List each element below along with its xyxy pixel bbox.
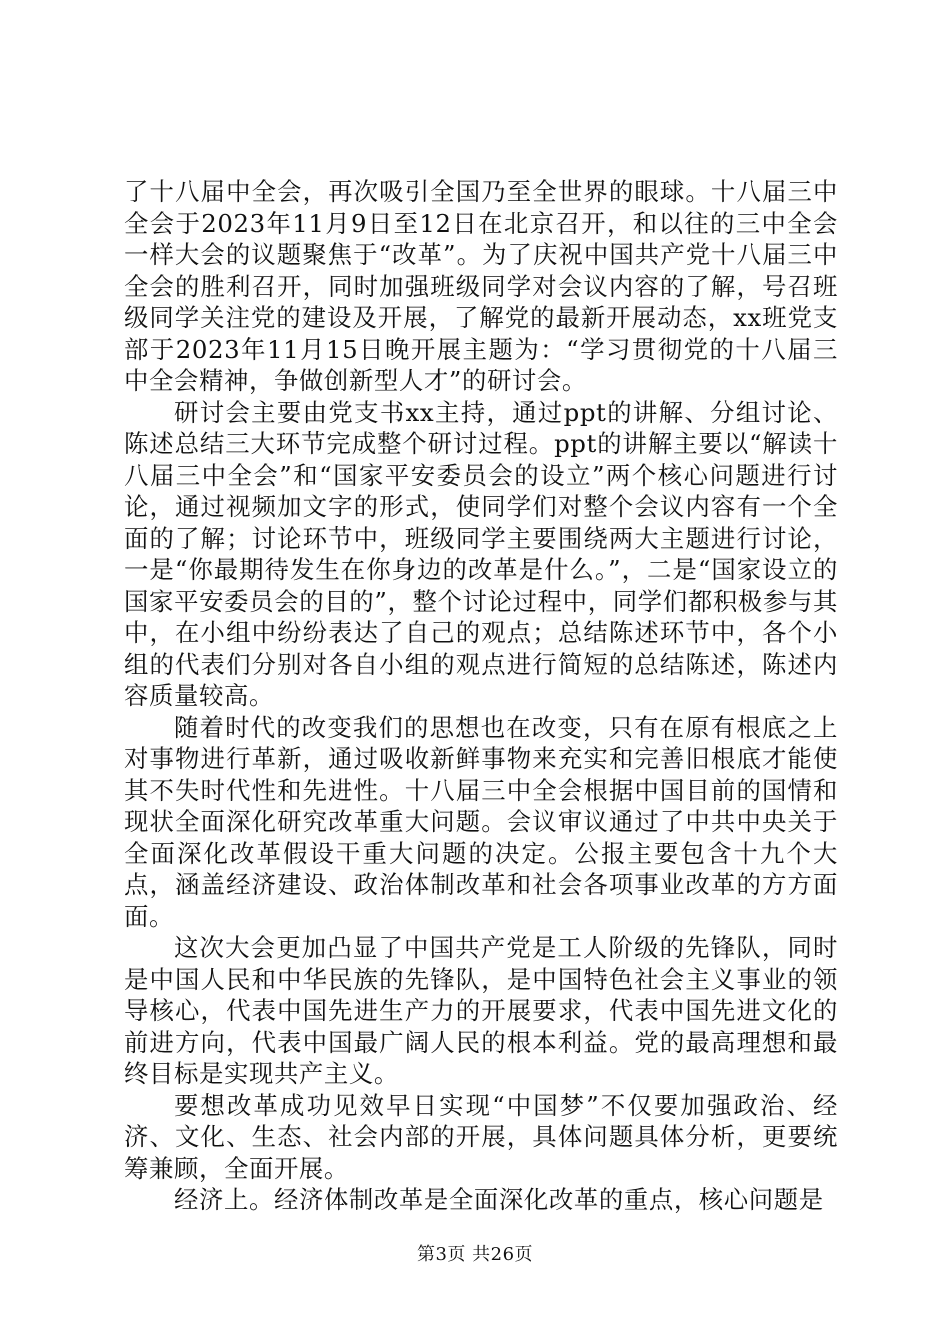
paragraph-continuation: 了十八届中全会，再次吸引全国乃至全世界的眼球。十八届三中全会于2023年11月9日至12日在北京召开，和以往的三中全会一样大会的议题聚焦于“改革”。为了庆祝中国共产党十八届三中全会的胜利召开，同时加强班级同学对会议内容的了解，号召班级同学关注党的建设及开展，了解党的最新开展动态，xx班党支部于2023年11月15日晚开展主题为：“学习贯彻党的十八届三中全会精神，争做创新型人才”的研讨会。 <box>124 177 838 395</box>
paragraph-reform-thinking: 随着时代的改变我们的思想也在改变，只有在原有根底之上对事物进行革新，通过吸收新鲜事物来充实和完善旧根底才能使其不失时代性和先进性。十八届三中全会根据中国目前的国情和现状全面深化研究改革重大问题。会议审议通过了中共中央关于全面深化改革假设干重大问题的决定。公报主要包含十九个大点，涵盖经济建设、政治体制改革和社会各项事业改革的方方面面。 <box>124 712 838 931</box>
paragraph-china-dream: 要想改革成功见效早日实现“中国梦”不仅要加强政治、经济、文化、生态、社会内部的开展，具体问题具体分析，更要统筹兼顾，全面开展。 <box>124 1090 838 1183</box>
document-body <box>124 176 838 1216</box>
page-footer <box>0 1240 950 1266</box>
paragraph-party-vanguard: 这次大会更加凸显了中国共产党是工人阶级的先锋队，同时是中国人民和中华民族的先锋队，是中国特色社会主义事业的领导核心，代表中国先进生产力的开展要求，代表中国先进文化的前进方向，代表中国最广阔人民的根本利益。党的最高理想和最终目标是实现共产主义。 <box>124 933 838 1088</box>
paragraph-economy: 经济上。经济体制改革是全面深化改革的重点，核心问题是 <box>174 1185 824 1214</box>
page-number-label: 第3页 共26页 <box>416 1244 534 1265</box>
paragraph-seminar: 研讨会主要由党支书xx主持，通过ppt的讲解、分组讨论、陈述总结三大环节完成整个研讨过程。ppt的讲解主要以“解读十八届三中全会”和“国家平安委员会的设立”两个核心问题进行讨论，通过视频加文字的形式，使同学们对整个会议内容有一个全面的了解；讨论环节中，班级同学主要围绕两大主题进行讨论，一是“你最期待发生在你身边的改革是什么。”，二是“国家设立的国家平安委员会的目的”，整个讨论过程中，同学们都积极参与其中，在小组中纷纷表达了自己的观点；总结陈述环节中，各个小组的代表们分别对各自小组的观点进行简短的总结陈述，陈述内容质量较高。 <box>124 397 838 710</box>
